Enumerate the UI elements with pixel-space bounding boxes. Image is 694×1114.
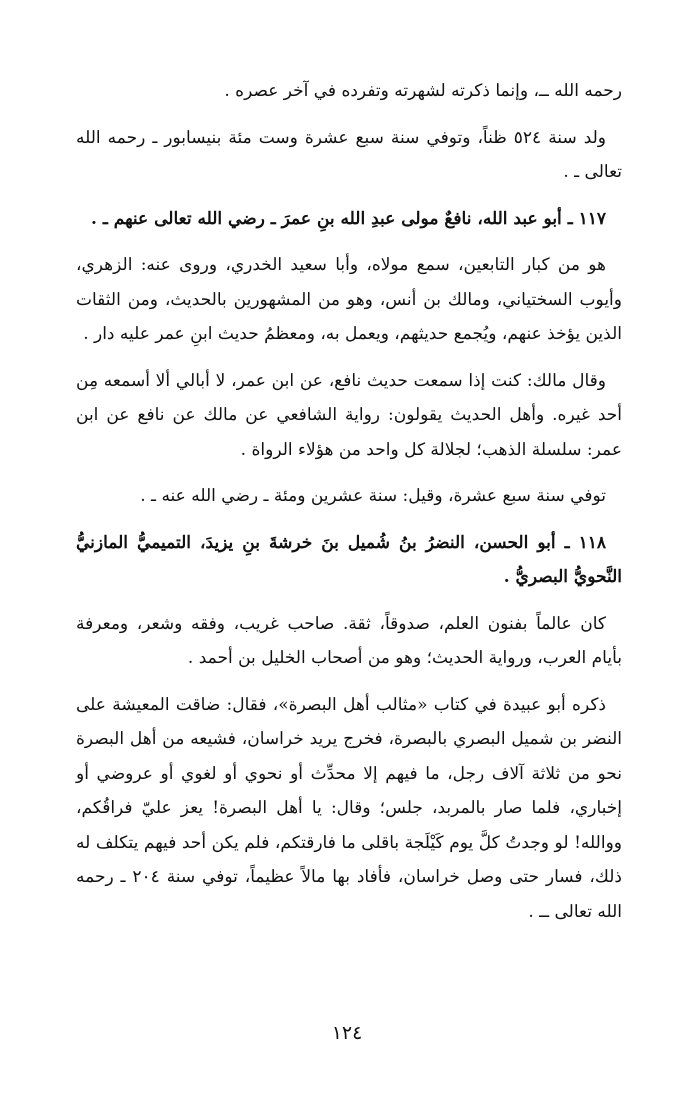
paragraph-nadr-bio: كان عالماً بفنون العلم، صدوقاً، ثقة. صاحب غريب، وفقه وشعر، ومعرفة بأيام العرب، ورواية الحديث؛ وهو من أصحاب الخليل بن أحمد . xyxy=(76,613,622,668)
paragraph-malik-quote: وقال مالك: كنت إذا سمعت حديث نافع، عن ابن عمر، لا أبالي ألا أسمعه مِن أحد غيره. وأهل الحديث يقولون: رواية الشافعي عن مالك عن نافع عن ابن عمر: سلسلة الذهب؛ لجلالة كل واحد من هؤلاء الرواة . xyxy=(76,370,622,460)
entry-heading-117: ١١٧ ـ أبو عبد الله، نافعٌ مولى عبدِ الله بنِ عمرَ ـ رضي الله تعالى عنهم ـ . xyxy=(91,208,606,229)
paragraph-continuation: رحمه الله ــ، وإنما ذكرته لشهرته وتفرده في آخر عصره . xyxy=(224,81,622,101)
paragraph-nafi-bio: هو من كبار التابعين، سمع مولاه، وأبا سعيد الخدري، وروى عنه: الزهري، وأيوب السختياني، ومالك بن أنس، وهو من المشهورين بالحديث، ومن الثقات الذين يؤخذ عنهم، ويُجمع حديثهم، ويعمل به، ومعظمُ حديث ابنِ عمر عليه دار . xyxy=(76,255,622,344)
entry-heading-118: ١١٨ ـ أبو الحسن، النضرُ بنُ شُميل بنَ خرشةَ بنِ يزيدَ، التميميُّ المازنيُّ النَّحويُّ البصريُّ . xyxy=(76,532,622,587)
paragraph-birth-death: ولد سنة ٥٢٤ ظناً، وتوفي سنة سبع عشرة وست مئة بنيسابور ـ رحمه الله تعالى ـ . xyxy=(76,127,622,182)
paragraph-nadr-story: ذكره أبو عبيدة في كتاب «مثالب أهل البصرة»، فقال: ضاقت المعيشة على النضر بن شميل البصري بالبصرة، فخرج يريد خراسان، فشيعه من أهل البصرة نحو من ثلاثة آلاف رجل، ما فيهم إلا محدِّث أو نحوي أو لغوي أو عروضي أو إخباري، فلما صار بالمربد، جلس؛ وقال: يا أهل البصرة! يعز عليّ فراقُكم، ووالله! لو وجدتُ كلَّ يوم كَيْلَجة باقلى ما فارقتكم، فلم يكن أحد فيهم يتكلف له ذلك، فسار حتى وصل خراسان، فأفاد بها مالاً عظيماً، توفي سنة ٢٠٤ ـ رحمه الله تعالى ــ . xyxy=(76,694,622,922)
page-body xyxy=(76,74,622,941)
paragraph-nafi-death: توفي سنة سبع عشرة، وقيل: سنة عشرين ومئة ـ رضي الله عنه ـ . xyxy=(140,486,606,506)
page-number: ١٢٤ xyxy=(331,1022,363,1044)
